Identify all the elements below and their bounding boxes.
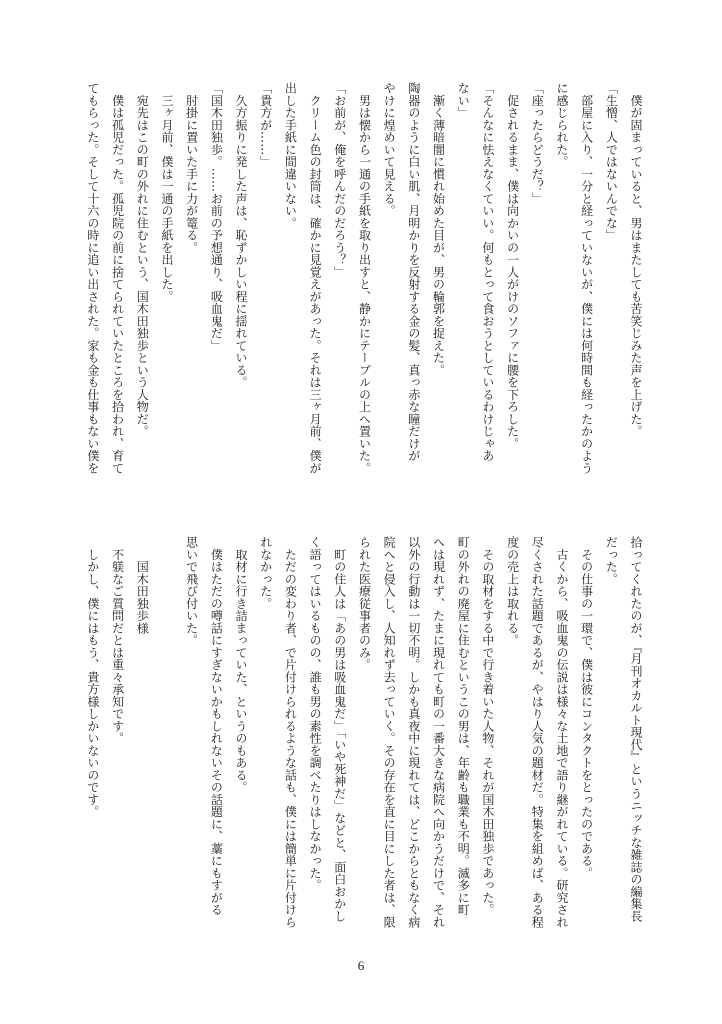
text-line: 漸く薄暗闇に慣れ始めた目が、男の輪郭を捉えた。 bbox=[431, 82, 446, 376]
text-line: 拾ってくれたのが、『月刊オカルト現代』というニッチな雑誌の編集長 bbox=[629, 536, 643, 922]
text-line: 尽くされた話題であるが、やはり人気の題材だ。特集を組めば、ある程 bbox=[530, 536, 545, 928]
text-line: 部屋に入り、一分と経っていないが、僕には何時間も経ったかのよう bbox=[579, 82, 594, 474]
text-line: 「お前が、俺を呼んだのだろう？」 bbox=[332, 82, 347, 278]
text-line: 度の売上は取れる。 bbox=[505, 536, 520, 647]
text-line: 促されるまま、僕は向かいの一人がけのソファに腰を下ろした。 bbox=[505, 82, 520, 450]
text-line: 「生憎、人ではないんでな」 bbox=[604, 82, 619, 242]
text-line: 「座ったらどうだ？」 bbox=[530, 82, 545, 205]
text-line bbox=[154, 536, 179, 946]
text-line: 国木田独歩様 bbox=[135, 536, 150, 634]
text-line: 出した手紙に間違いない。 bbox=[283, 82, 298, 229]
bottom-text-block bbox=[80, 536, 648, 946]
text-line: 久方振りに発した声は、恥ずかしい程に揺れている。 bbox=[234, 82, 248, 389]
text-line: その仕事の一環で、僕は彼にコンタクトをとったのである。 bbox=[579, 536, 594, 879]
text-line: く語ってはいるものの、誰も男の素性を調べたりはしなかった。 bbox=[308, 536, 323, 892]
text-line: 町の住人は「あの男は吸血鬼だ」「いや死神だ」などと、面白おかし bbox=[332, 536, 347, 922]
text-line: 思いで飛び付いた。 bbox=[184, 536, 199, 647]
page-number: 6 bbox=[357, 958, 365, 973]
text-line: だった。 bbox=[604, 536, 619, 585]
text-line: 男は懐から一通の手紙を取り出すと、静かにテーブルの上へ置いた。 bbox=[357, 82, 372, 474]
text-line: クリーム色の封筒は、確かに見覚えがあった。それは三ヶ月前、僕が bbox=[308, 82, 323, 474]
text-line: 肘掛に置いた手に力が篭る。 bbox=[184, 82, 199, 254]
text-line: 僕はただの噂話にすぎないかもしれないその話題に、藁にもすがる bbox=[209, 536, 224, 916]
text-line: れなかった。 bbox=[258, 536, 273, 610]
text-line: 不躾なご質問だとは重々承知です。 bbox=[110, 536, 125, 745]
text-line: てもらった。そして十六の時に追い出された。家も金も仕事もない僕を bbox=[85, 82, 100, 474]
text-line: 三ヶ月前、僕は一通の手紙を出した。 bbox=[159, 82, 174, 303]
text-line: 古くから、吸血鬼の伝説は様々な土地で語り継がれている。研究され bbox=[554, 536, 569, 928]
text-line: 以外の行動は一切不明。しかも真夜中に現れては、どこからともなく病 bbox=[406, 536, 421, 928]
text-line: やけに煌めいて見える。 bbox=[382, 82, 397, 217]
text-line: に感じられた。 bbox=[554, 82, 569, 168]
text-line: しかし、僕にはもう、貴方様しかいないのです。 bbox=[85, 536, 100, 818]
text-line: へは現れず、たまに現れても町の一番大きな病院へ向かうだけで、それ bbox=[431, 536, 446, 928]
text-line: 僕は孤児だった。孤児院の前に捨てられていたところを拾われ、育て bbox=[110, 82, 125, 474]
text-line: 「そんなに怯えなくていい。何もとって食おうとしているわけじゃあ bbox=[480, 82, 495, 462]
text-line: 宛先はこの町の外れに住むという、国木田独歩という人物だ。 bbox=[135, 82, 150, 438]
text-line: 僕が固まっていると、男はまたしても苦笑じみた声を上げた。 bbox=[629, 82, 643, 438]
text-line: ただの変わり者、で片付けられるような話も、僕には簡単に片付けら bbox=[283, 536, 298, 928]
text-line: ない」 bbox=[456, 82, 471, 119]
text-line: 陶器のように白い肌、月明かりを反射する金の髪、真っ赤な瞳だけが bbox=[406, 82, 421, 462]
top-text-block bbox=[80, 82, 648, 492]
text-line: その取材をする中で行き着いた人物、それが国木田独歩であった。 bbox=[480, 536, 495, 916]
text-line: 「国木田独歩。……お前の予想通り、吸血鬼だ」 bbox=[209, 82, 224, 352]
text-line: 町の外れの廃屋に住むというこの男は、年齢も職業も不明。滅多に町 bbox=[456, 536, 471, 916]
text-line: 院へと侵入し、人知れず去っていく。その存在を直に目にした者は、限 bbox=[382, 536, 397, 928]
text-line: 「貴方が……」 bbox=[258, 82, 273, 168]
text-line: られた医療従事者のみ。 bbox=[357, 536, 372, 671]
text-line: 取材に行き詰まっていた、というのもある。 bbox=[234, 536, 248, 794]
